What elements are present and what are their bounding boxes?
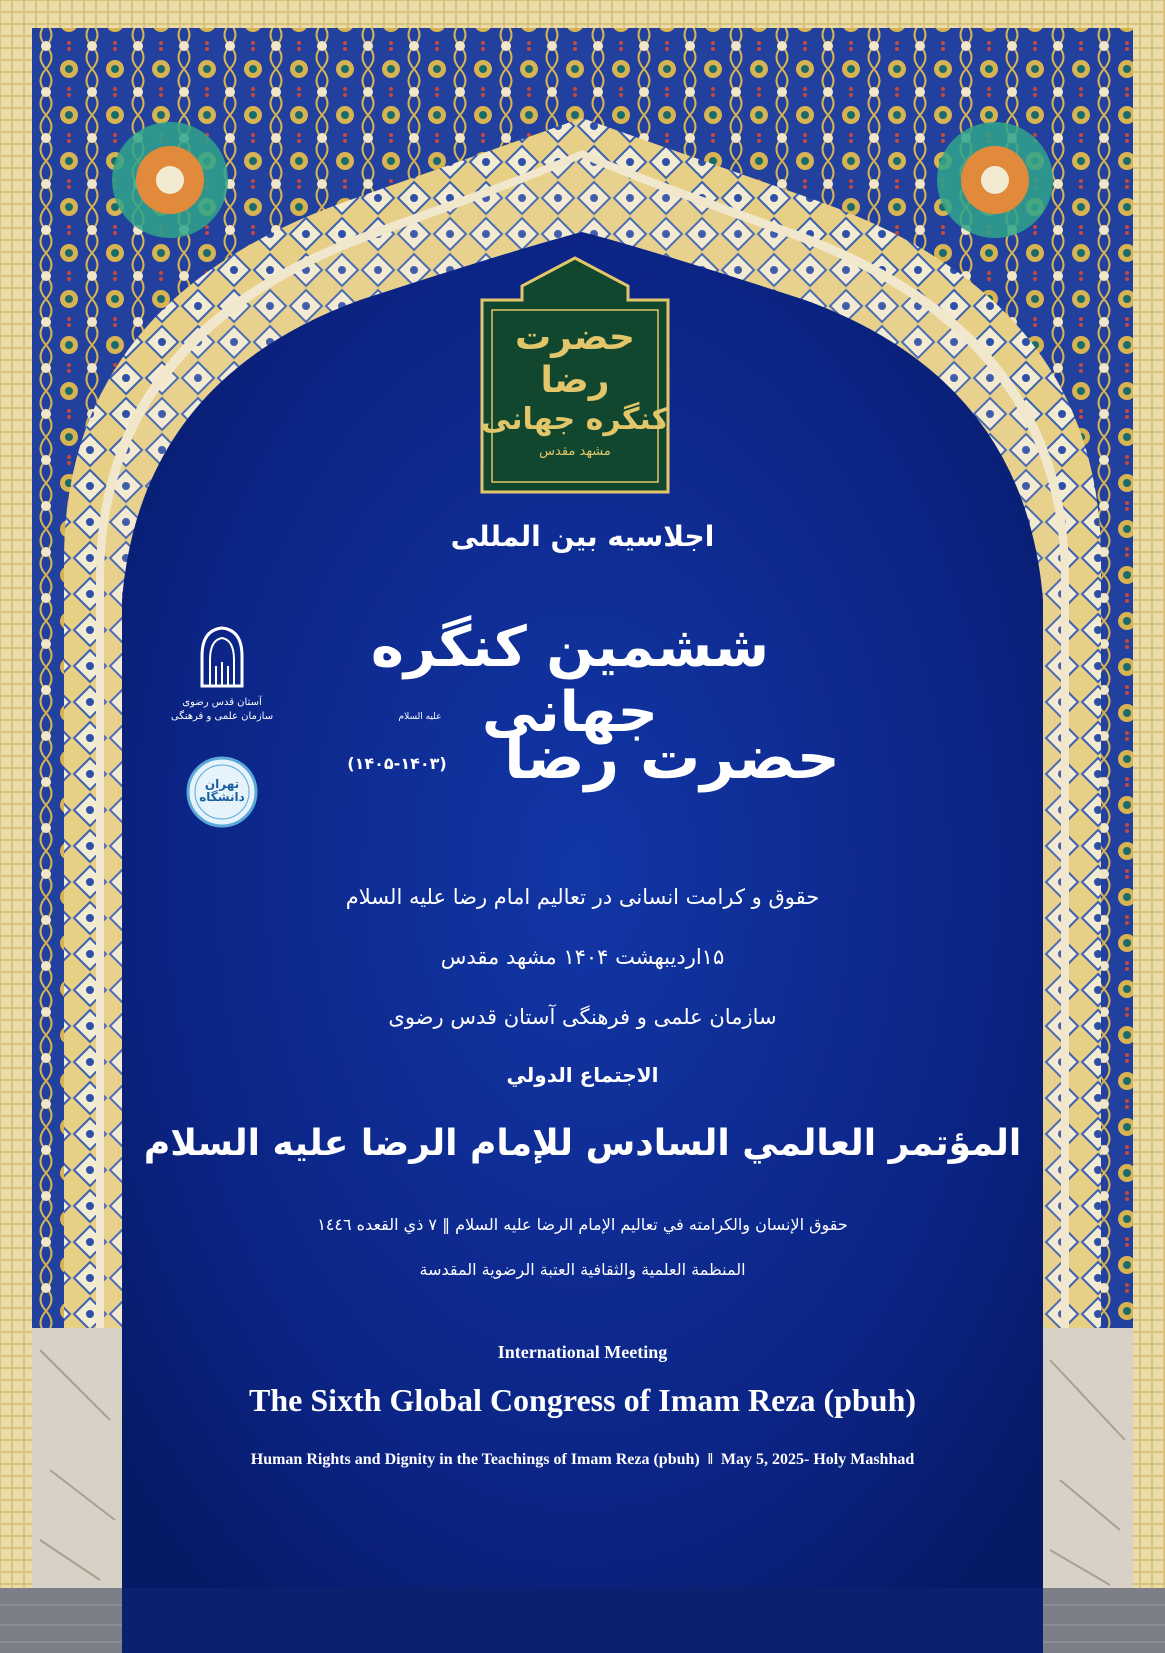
persian-theme: حقوق و کرامت انسانی در تعالیم امام رضا علیه السلام (345, 885, 820, 909)
persian-title-line1: ششمین کنگره جهانی (370, 615, 770, 745)
arch-floor-shadow (122, 1588, 1043, 1653)
university-text-line2: دانشگاه (199, 790, 245, 805)
arabic-title: المؤتمر العالمي السادس للإمام الرضا عليه السلام (143, 1123, 1022, 1164)
persian-title-salutation: علیه السلام (398, 712, 442, 722)
emblem-line2: کنگره جهانی (480, 402, 670, 438)
university-text-line1: تهران (204, 777, 240, 791)
astan-quds-logo (196, 626, 248, 688)
english-subtitle: Human Rights and Dignity in the Teachings of Imam Reza (pbuh) ‖ May 5, 2025- Holy Mashhad (250, 1451, 915, 1468)
persian-date-place: ۱۵اردیبهشت ۱۴۰۴ مشهد مقدس (440, 945, 725, 969)
persian-kicker: اجلاسیه بین المللی (450, 520, 715, 553)
astan-caption-line1: آستان قدس رضوی (182, 697, 262, 708)
left-rosette (112, 122, 228, 238)
emblem-caption: مشهد مقدس (539, 444, 611, 460)
arabic-kicker: الاجتماع الدولي (506, 1063, 659, 1087)
astan-caption-line2: سازمان علمی و فرهنگی (170, 710, 274, 722)
emblem-calligraphy (478, 316, 672, 460)
arabic-organizer: المنظمة العلمية والثقافية العتبة الرضوية المقدسة (419, 1260, 746, 1279)
persian-title-years: (۱۴۰۵-۱۴۰۳) (347, 754, 447, 773)
right-rosette (937, 122, 1053, 238)
emblem-line1: حضرت رضا (515, 317, 635, 402)
english-title: The Sixth Global Congress of Imam Reza (pbuh) (248, 1382, 917, 1418)
arabic-theme-date: حقوق الإنسان والكرامته في تعاليم الإمام الرضا عليه السلام ‖ ٧ ذي القعده ١٤٤٦ (317, 1215, 848, 1234)
english-kicker: International Meeting (497, 1342, 668, 1362)
university-logo-text (186, 778, 258, 804)
astan-quds-caption (166, 696, 278, 723)
persian-organizer: سازمان علمی و فرهنگی آستان قدس رضوی (388, 1005, 777, 1029)
persian-title-line2: حضرت رضا (504, 723, 840, 793)
